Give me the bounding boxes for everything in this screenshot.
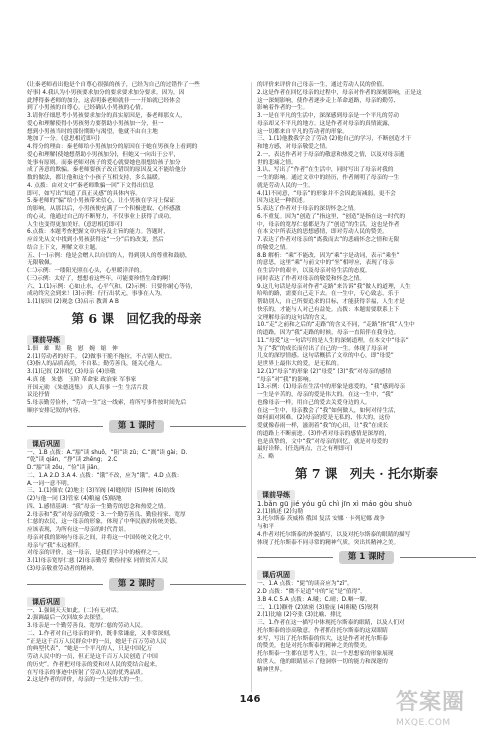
text-line: 因为这是一种叙述。	[257, 198, 309, 205]
text-line: 2.母亲和“我”对母亲的敬爱 · 3.一个勤劳善良、勤俭持家、宽厚	[27, 511, 186, 518]
text-line: (让秦老师看出他是个自尊心很强的孩子，已经为自己的过错作了一些	[27, 82, 200, 88]
text-line: 开国元勋 《朱德选集》 真人真事 一生 生活片段	[27, 384, 148, 391]
text-line: 想到小男孩当时的那份期盼与渴望，他就不由自主地	[27, 128, 158, 135]
text-line: 帮助别人，自己所要追求的目标，才能获得幸福，人生才是	[257, 299, 405, 305]
text-line: 3.(1)母亲宽厚仁慈 (2)母亲勤劳 勤俭持家 同情贫苦人民	[27, 558, 168, 564]
text-line: 处事有原则。而秦老师对孩子的爱心就要她也很想给孩子加分	[27, 159, 181, 166]
text-line: 地加了一分。(意思相近即可)	[27, 136, 100, 143]
text-line: 的道路上不断前进。(3)作者对母亲的感情是深厚的，	[257, 430, 391, 437]
text-line: 三、1.(1)他教我学会了劳动 (2)他自己的学习，不断创造才干	[257, 136, 412, 143]
text-line: 好事) 4.我认为小男孩要求加分的要求要求加分要求。因为，因	[27, 89, 185, 96]
text-line: 4.真 能 朱德 玉阶 革命家 政治家 军事家	[27, 376, 137, 383]
text-line: 的道路，因为“我”走路的时候，母亲一直陪伴在我身边。	[257, 330, 400, 336]
text-line: 为了“我”的成长而付出了自己的一生。体现了母亲对	[257, 345, 389, 352]
text-line: 如何面对困难。(2)母亲的爱是无私的、伟大的，这份	[257, 415, 391, 422]
session-label: 第 2 课时	[109, 578, 164, 591]
text-line: (三)示例：太好了，想想看这些年，可能要珍惜生命的啊！	[27, 275, 174, 282]
text-line: 最好诠释。(任选两点，言之有理即可)	[257, 446, 353, 453]
consolidate-tag: 课后巩固	[257, 570, 295, 580]
text-line: 爱心和理解(使她想帮助小男孩加分)，但她又一向出于公平，	[27, 151, 180, 158]
pinyin-line: 1.bǎn gū jié yóu gǔ chì jīn xì máo gòu shuò	[257, 499, 413, 508]
rule-line	[170, 426, 246, 427]
text-line: 1.佃 雄 黠 鞑 慰 婉 缩 伸	[27, 345, 118, 352]
text-line: 6.点拨：本题考查把握文章内容及主旨的能力。答题时，	[27, 229, 169, 236]
text-line: 托尔斯泰的崇高敬意。作者抓住托尔斯泰的这双眼睛	[257, 627, 388, 634]
text-line: 仁慈的农民，这一母亲的形象，体现了中华民族的传统美德。	[27, 519, 181, 526]
text-line: 六、1.(1)示例：心如止水，心平气和。(2)示例：只要你耐心等待，	[27, 283, 197, 290]
text-line: 3.一是在平凡的生活中，深深感到母亲是一个平凡的劳动	[257, 113, 399, 119]
preview-tag: 课前导练	[27, 335, 65, 345]
text-line: 11.“母爱”这一句话写的是人生的深刻道理，在本文中“母亲”	[257, 337, 409, 344]
text-line: 二、1.作者对自己母亲的评价，既非常谦虚，又非常深刻，	[27, 630, 175, 637]
text-line: 爱心和理解使得小男孩努力要帮助小男孩加一分，但一	[27, 120, 164, 127]
text-line: 3.认、写出了“作者”在生活中，同时写出了母亲对我的	[257, 167, 394, 174]
rule-line	[27, 426, 103, 427]
text-line: 精神世界。	[257, 666, 286, 673]
lesson-6-title: 第 6 课 回忆我的母亲	[71, 310, 202, 326]
column-divider	[251, 82, 252, 692]
text-line: 4.(1)不同意，“母亲”的形象并不会因此而减弱，更不会	[257, 190, 396, 197]
rule-line	[27, 584, 103, 585]
text-line: 母亲却又不平凡的地方。这是作者对母亲的真情流露，	[257, 120, 394, 127]
lesson-7-preview	[257, 501, 476, 548]
text-line: 五、(一)示例：他是会赠人以自信的人，得到别人的尊重和鼓励，	[27, 252, 191, 259]
text-line: 结合上下文，理解文章主题。	[27, 244, 101, 251]
text-line: 2.一、表达作者对于母亲的敬意和热爱之情，以及对母亲逝	[257, 151, 405, 158]
text-line: 8.B 解析：“乘”不能改，因为“乘”字是动词，表示“乘坐”	[257, 252, 400, 259]
text-line: 3.B 4.C 5.A 点拨：A.曦；C.晴；D.噼一颦。	[257, 596, 371, 603]
text-line: 无限敬佩。	[27, 260, 56, 267]
text-line: 哈哈的路，需要自己走下去。在一生中，专心致志，乐于	[257, 291, 400, 298]
text-line: 儿女的深厚情感。这句话概括了文章的中心，即“母爱”	[257, 353, 394, 360]
text-line: 即可，如写出“知道了真正灵感”的具体内容。	[27, 190, 141, 197]
text-line: 同时表达了作者对母亲的敬爱和怀念之情。	[257, 275, 366, 282]
text-line: (3)指人的品质高尚，不自私；勤劳善良，能关心他人。	[27, 361, 166, 368]
text-line: 2.D 点拨：“微不足道”中的“足”是“值得”。	[257, 589, 366, 595]
text-line: 5.秦老师的“骗”给小男孩带来信心，让小男孩在学习上保证	[27, 198, 175, 205]
text-line: 的赞美，也是对托尔斯泰的精神之美的赞美。	[257, 643, 371, 650]
watermark-url: MXQE.COM	[396, 718, 451, 728]
text-line: 也像母亲一样，用自己的爱去关爱身边的人。	[257, 399, 371, 406]
lesson-6-preview	[27, 346, 246, 416]
text-line: 的评价来评价自己母亲一生，通过劳动人民的价值。	[257, 82, 388, 88]
right-column	[257, 82, 476, 674]
text-line: 是世界上最伟大的爱，是无私的。	[257, 361, 343, 367]
page-number: 146	[239, 694, 261, 705]
text-line: 体现了托尔斯泰不同寻常的精神气质，突出其精神之美。	[257, 539, 400, 546]
text-line: 6.不重复。因为“创造了”指这里，“创造”是指在这一时代的	[257, 213, 406, 220]
watermark-title: 答案圈	[396, 690, 466, 715]
text-line: 数的做法，都让他和这个小孩子互相支持，多么温暖。	[27, 175, 164, 181]
text-line: 3.母亲是一个勤劳善良、宽厚仁慈的劳动人民。	[27, 623, 147, 629]
lesson-6-session-2	[27, 608, 246, 686]
text-line: “正是这千百万人民群众中的一员，她是千百万劳动人民	[27, 638, 167, 645]
text-line: 1.(1)原因 (2)观念 (3)启示 教训 A B	[27, 299, 119, 305]
text-line: 四、1.感情基调：“我”母亲一生勤劳的思念和热爱之情。	[27, 503, 170, 510]
rule-line	[170, 584, 246, 585]
text-line: 这一深刻影响，使作者逐步走上革命道路，母亲的勤劳、	[257, 97, 400, 104]
text-line: D.“豁”读 zōu，“俭”读 jiǎn。	[27, 465, 104, 471]
text-line: 议论抒情	[27, 392, 50, 399]
text-line: 来写，写出了托尔斯泰的伟大，这是作者对托尔斯泰	[257, 635, 388, 642]
text-line: 一、1.A 点拨：“髭”的读音应为“zī”。	[257, 581, 353, 588]
right-top-answers	[257, 82, 476, 462]
text-line: 的敬爱之情。	[257, 244, 292, 251]
text-line: 的典型代表”，“她是一个平凡的人，只是中国亿万	[27, 646, 153, 653]
text-line: 9.这儿句话是母亲对作者“走路”来告诉“我”做人的道理，人生	[257, 283, 411, 290]
text-line: 也是真挚的，文中“我”对母亲的回忆，就是对母爱的	[257, 438, 389, 445]
text-line: 二、1.(1)颧骨 (2)浓密 (3)脸庞 (4)粗糙 (5)锐利	[257, 604, 379, 611]
text-line: 2.这是作者在回忆母亲的过程中，母亲对作者的深刻影响，正是这	[257, 89, 422, 96]
text-line: 的影响。从那以后，小男孩便充满了一个积极进取、心怀感激	[27, 206, 181, 212]
rule-line	[400, 557, 476, 558]
text-line: 顺序安排记叙的内容。	[27, 407, 84, 414]
text-line: 人生也变得更加美好。(意思相近即可)	[27, 221, 123, 228]
text-line: 在本文中所表达的思想感情，即对劳动人民的赞美。	[257, 229, 388, 236]
text-line: 就是劳动人民的一生。	[257, 182, 314, 189]
text-line: 中，母亲的宽厚仁慈都是为了“创造”的生活。这也是作者	[257, 221, 400, 228]
rule-line	[257, 557, 333, 558]
text-line: 10.“走”之前和之后的“走路”的含义不同，“走路”指“我”人生中	[257, 322, 415, 329]
watermark-logo	[396, 690, 496, 732]
text-line: (二)示例：一缕阳光照在心头，心里暖洋洋的。	[27, 268, 146, 274]
consolidate-tag: 课后巩固	[27, 439, 65, 449]
text-line: 和地方感，对母亲敬爱之情。	[257, 144, 331, 150]
text-line: 世的悲痛之情。	[257, 159, 297, 166]
text-line: 到了小男孩的自尊心，已经确认小男孩的心情。	[27, 105, 147, 112]
text-line: 三、1.(1)佃农 (2)地主 (3)军阀 (4)缝纫针 (5)种树 (6)纺线	[27, 488, 176, 495]
text-line: 三、1.作者在这一描写中体现托尔斯泰的眼睛，以及人们对	[257, 620, 405, 626]
lesson-6-session-1	[27, 450, 246, 574]
text-line: 7.表达了作者对母亲的“离我而去”的悲痛怀念之情和无限	[257, 237, 400, 243]
text-line: 3.(1)记叙 (2)回忆 (3)母亲 (4)崇敬	[27, 369, 116, 375]
text-line: 2.这是作者的评价，母亲的一生是伟大的一生。	[27, 677, 147, 684]
text-line: 2.强调最后一次回故乡去探望。	[27, 615, 107, 622]
left-top-answers	[27, 82, 246, 307]
text-line: 成功终究会到来！(3)示例：行行出状元，事事在人为。	[27, 291, 166, 298]
text-line: 快乐的，才能与人对己有益处。点拨：本题需要联系上下	[257, 306, 400, 313]
text-line: 的历史”。作者把对母亲的爱和对人民的爱结合起来，	[27, 661, 161, 668]
text-line: 4. 点拨：由对文中“秦老师欺骗一回”下文得出信息	[27, 182, 154, 189]
lesson-7-session-1	[257, 581, 476, 674]
text-line: 4.作者对托尔斯泰的外貌描写，以及对托尔斯泰的眼睛的描写	[257, 531, 411, 538]
text-line: 给世人，他的眼睛显示了他洞察一切的能力和深邃的	[257, 658, 388, 665]
text-line: 影响着作者的一生。	[257, 105, 309, 112]
text-line: 的心灵，他通过自己的不断努力，不仅事业上获得了成功，	[27, 213, 175, 220]
text-line: (3)母亲敬重劳动者的精神。	[27, 565, 98, 572]
text-line: 一、1.B 点拨：A.“豁”读 shuō，“阻”读 zǔ；C.“溉”读 gài；D.	[27, 449, 188, 456]
text-line: 2.(1)比喻 (2)夸张 (3)比喻、排比	[257, 612, 342, 619]
text-line: 成了善意的欺骗。秦老师要孩子改正错误的原因及又不能给他分	[27, 167, 187, 174]
text-line: 2.(1)劳动者的好手。 (2)做事干脆不拖拉，不占别人便宜。	[27, 353, 176, 360]
text-line: 五、略	[257, 454, 275, 460]
text-line: “乾”读 qián，“挣”读 zhēng； 2.C	[27, 457, 118, 464]
text-line: 12.(1)“母亲”的形象 (2)“母爱” (3)“我”对母亲的感情	[257, 368, 392, 375]
text-line: 在写母亲的事迹中折射了劳动人民的优秀品质。	[27, 669, 147, 676]
text-line: “母亲”对“我”的影响。	[257, 376, 315, 383]
text-line: 4.得分的理由：秦老师给小男孩加分的原因在于她在男孩身上看到的	[27, 144, 198, 150]
lesson-7-title: 第 7 课 列夫 · 托尔斯泰	[295, 465, 438, 481]
text-line: 一生的影响。通过文章中的经历，作者阐明了母亲的一生	[257, 175, 400, 181]
text-line: 应该表现，为所有这一母亲的时代背景。	[27, 527, 130, 533]
text-line: 在生活中的艰辛，以及母亲对待生活的态度。	[257, 268, 371, 274]
text-line: 2.(1)描述 (2)勾勒	[257, 508, 304, 515]
session-1-header	[257, 551, 476, 564]
text-line: 的意思，这里“乘”与前文中的“坐”相呼应，表现了母亲	[257, 260, 394, 267]
text-line: 5.母亲勤劳俭朴，“劳动一生”这一线索，将所写事件按时间先后	[27, 400, 187, 406]
text-line: 在这一生中，母亲教会了“我”如何做人，如何对待生活，	[257, 407, 400, 414]
text-line: 对母亲的评价，这一母亲，是我们学习中的榜样之一。	[27, 550, 164, 557]
text-line: 13.示例：(1)母亲在生活中的形象是慈爱的，“我”感到母亲	[257, 384, 406, 391]
text-line: 劳动人民中的一员，但正是这千百万人民创造了中国	[27, 654, 158, 660]
session-label: 第 1 课时	[339, 551, 394, 564]
consolidate-tag: 课后巩固	[27, 597, 65, 607]
text-line: 3.请你仔细思考小男孩要求加分的真实原因是，秦老师那女人，	[27, 113, 186, 119]
text-line: (2)与他一同 (3)管家 (4)粮遍 (5)隔地	[27, 496, 122, 502]
text-line: 二、1.A 2.D 3.A 4. 点拨：“饿”不改，应为“饿”。4.D 点拨：	[27, 472, 183, 479]
text-line: 此博得秦老师的加分，这表明秦老师就非一一开始就已经体会	[27, 97, 181, 104]
text-line: 5.表达了作者对于母亲的深切怀念之情。	[257, 206, 360, 212]
preview-tag: 课前导练	[257, 490, 295, 500]
text-line: 母亲对我的影响与母亲之间，并将这一中国传统文化之中，	[27, 534, 175, 541]
text-line: 这一切都来自平凡的劳动者的形象。	[257, 128, 348, 135]
text-line: 母亲与“我”永远相伴。	[27, 542, 85, 549]
session-2-header	[27, 578, 246, 591]
text-line: 托尔斯泰一生都在思考人生，以一个思想家的形象展现	[257, 651, 394, 657]
text-line: 与和平	[257, 524, 275, 530]
text-line: 应首先从文中找到小男孩获得这“一分”后的改变，然后	[27, 237, 164, 243]
text-line: A.一词一意不明。	[27, 480, 73, 487]
text-line: 3.托尔斯泰 茨威格 俄国 复活 安娜 · 卡列尼娜 战争	[257, 516, 385, 523]
left-column	[27, 82, 246, 685]
session-1-header	[27, 420, 246, 433]
text-line: 一、1.强调天天如此。(二)有无对话。	[27, 607, 123, 614]
text-line: 爱就像春雨一样，滋润着“我”的心田，让“我”在成长	[257, 423, 389, 429]
text-line: 文理解母亲的这句话的含义。	[257, 314, 331, 321]
text-line: 一生是辛苦的，母亲的爱是伟大的。在这一生中，“我”	[257, 392, 394, 398]
session-label: 第 1 课时	[109, 420, 164, 433]
